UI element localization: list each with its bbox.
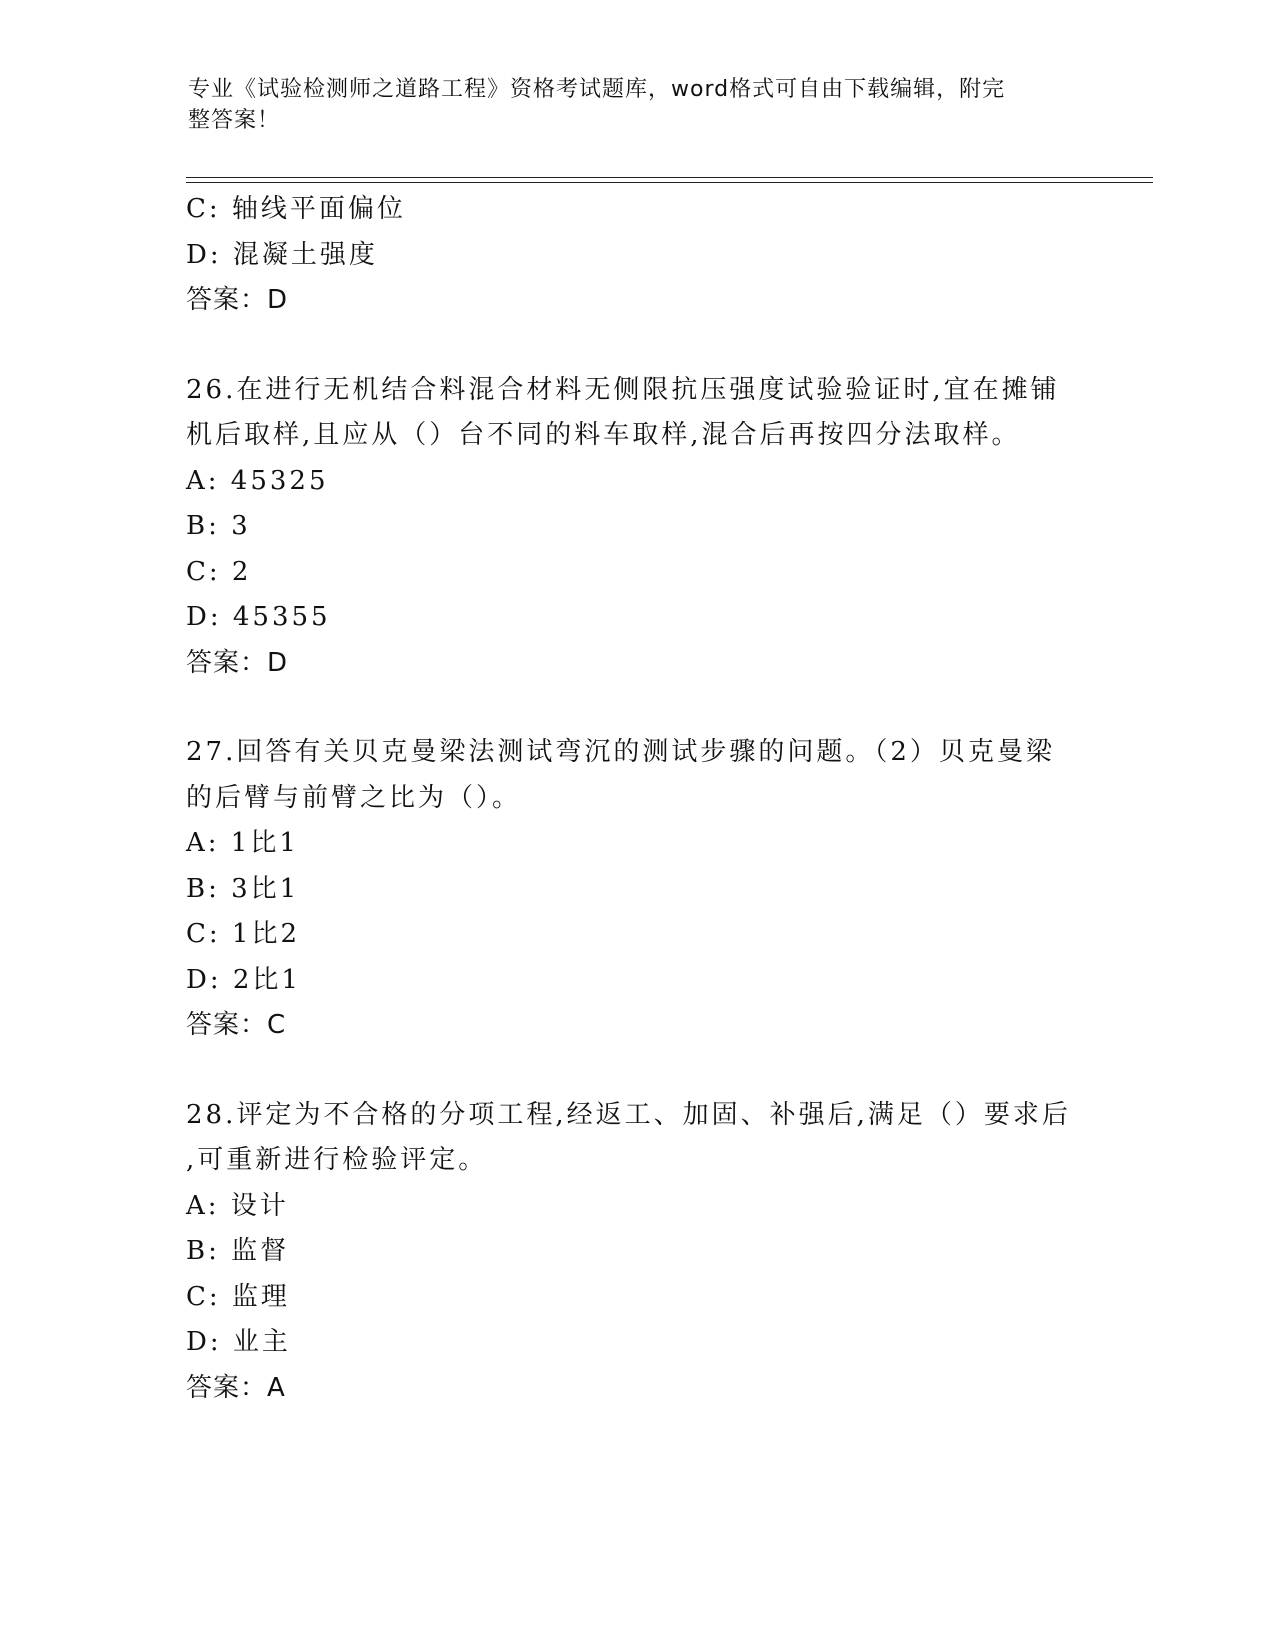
question-28 bbox=[186, 1093, 1086, 1412]
option-b: B: 3比1 bbox=[186, 873, 300, 904]
question-stem-line-2: 机后取样,且应从（）台不同的料车取样,混合后再按四分法取样。 bbox=[186, 420, 1021, 450]
option-c: C: 监理 bbox=[186, 1281, 290, 1312]
option-b: B: 3 bbox=[186, 511, 251, 541]
header-line-1: 专业《试验检测师之道路工程》资格考试题库，word格式可自由下载编辑，附完 bbox=[188, 77, 1006, 102]
option-c: C: 2 bbox=[186, 556, 252, 587]
question-27 bbox=[186, 730, 1086, 1049]
question-stem-line-2: 的后臂与前臂之比为（）。 bbox=[186, 782, 522, 813]
question-stem-line-1: 28.评定为不合格的分项工程,经返工、加固、补强后,满足（）要求后 bbox=[186, 1099, 1071, 1130]
header-divider-bottom bbox=[186, 182, 1153, 183]
document-header bbox=[188, 74, 1068, 136]
previous-question-tail bbox=[186, 187, 1086, 324]
answer-line: 答案：A bbox=[186, 1372, 286, 1403]
header-line-2: 整答案！ bbox=[188, 108, 281, 133]
option-d: D: 45355 bbox=[186, 602, 331, 632]
question-list bbox=[186, 187, 1086, 1411]
question-26 bbox=[186, 368, 1086, 687]
header-divider-top bbox=[186, 177, 1153, 178]
option-a: A: 设计 bbox=[186, 1190, 289, 1221]
option-c: C: 1比2 bbox=[186, 919, 301, 949]
question-stem-line-1: 26.在进行无机结合料混合材料无侧限抗压强度试验验证时,宜在摊铺 bbox=[186, 374, 1060, 405]
option-a: A: 1比1 bbox=[186, 828, 299, 858]
question-stem-line-2: ,可重新进行检验评定。 bbox=[186, 1145, 488, 1175]
question-stem-line-1: 27.回答有关贝克曼梁法测试弯沉的测试步骤的问题。（2）贝克曼梁 bbox=[186, 737, 1055, 767]
answer-line: 答案：D bbox=[186, 285, 289, 315]
answer-line: 答案：D bbox=[186, 647, 289, 678]
option-c: C: 轴线平面偏位 bbox=[186, 194, 406, 224]
option-b: B: 监督 bbox=[186, 1236, 290, 1266]
option-d: D: 2比1 bbox=[186, 964, 301, 995]
answer-line: 答案：C bbox=[186, 1010, 287, 1040]
option-d: D: 业主 bbox=[186, 1327, 291, 1357]
option-a: A: 45325 bbox=[186, 465, 329, 496]
option-d: D: 混凝土强度 bbox=[186, 239, 378, 270]
